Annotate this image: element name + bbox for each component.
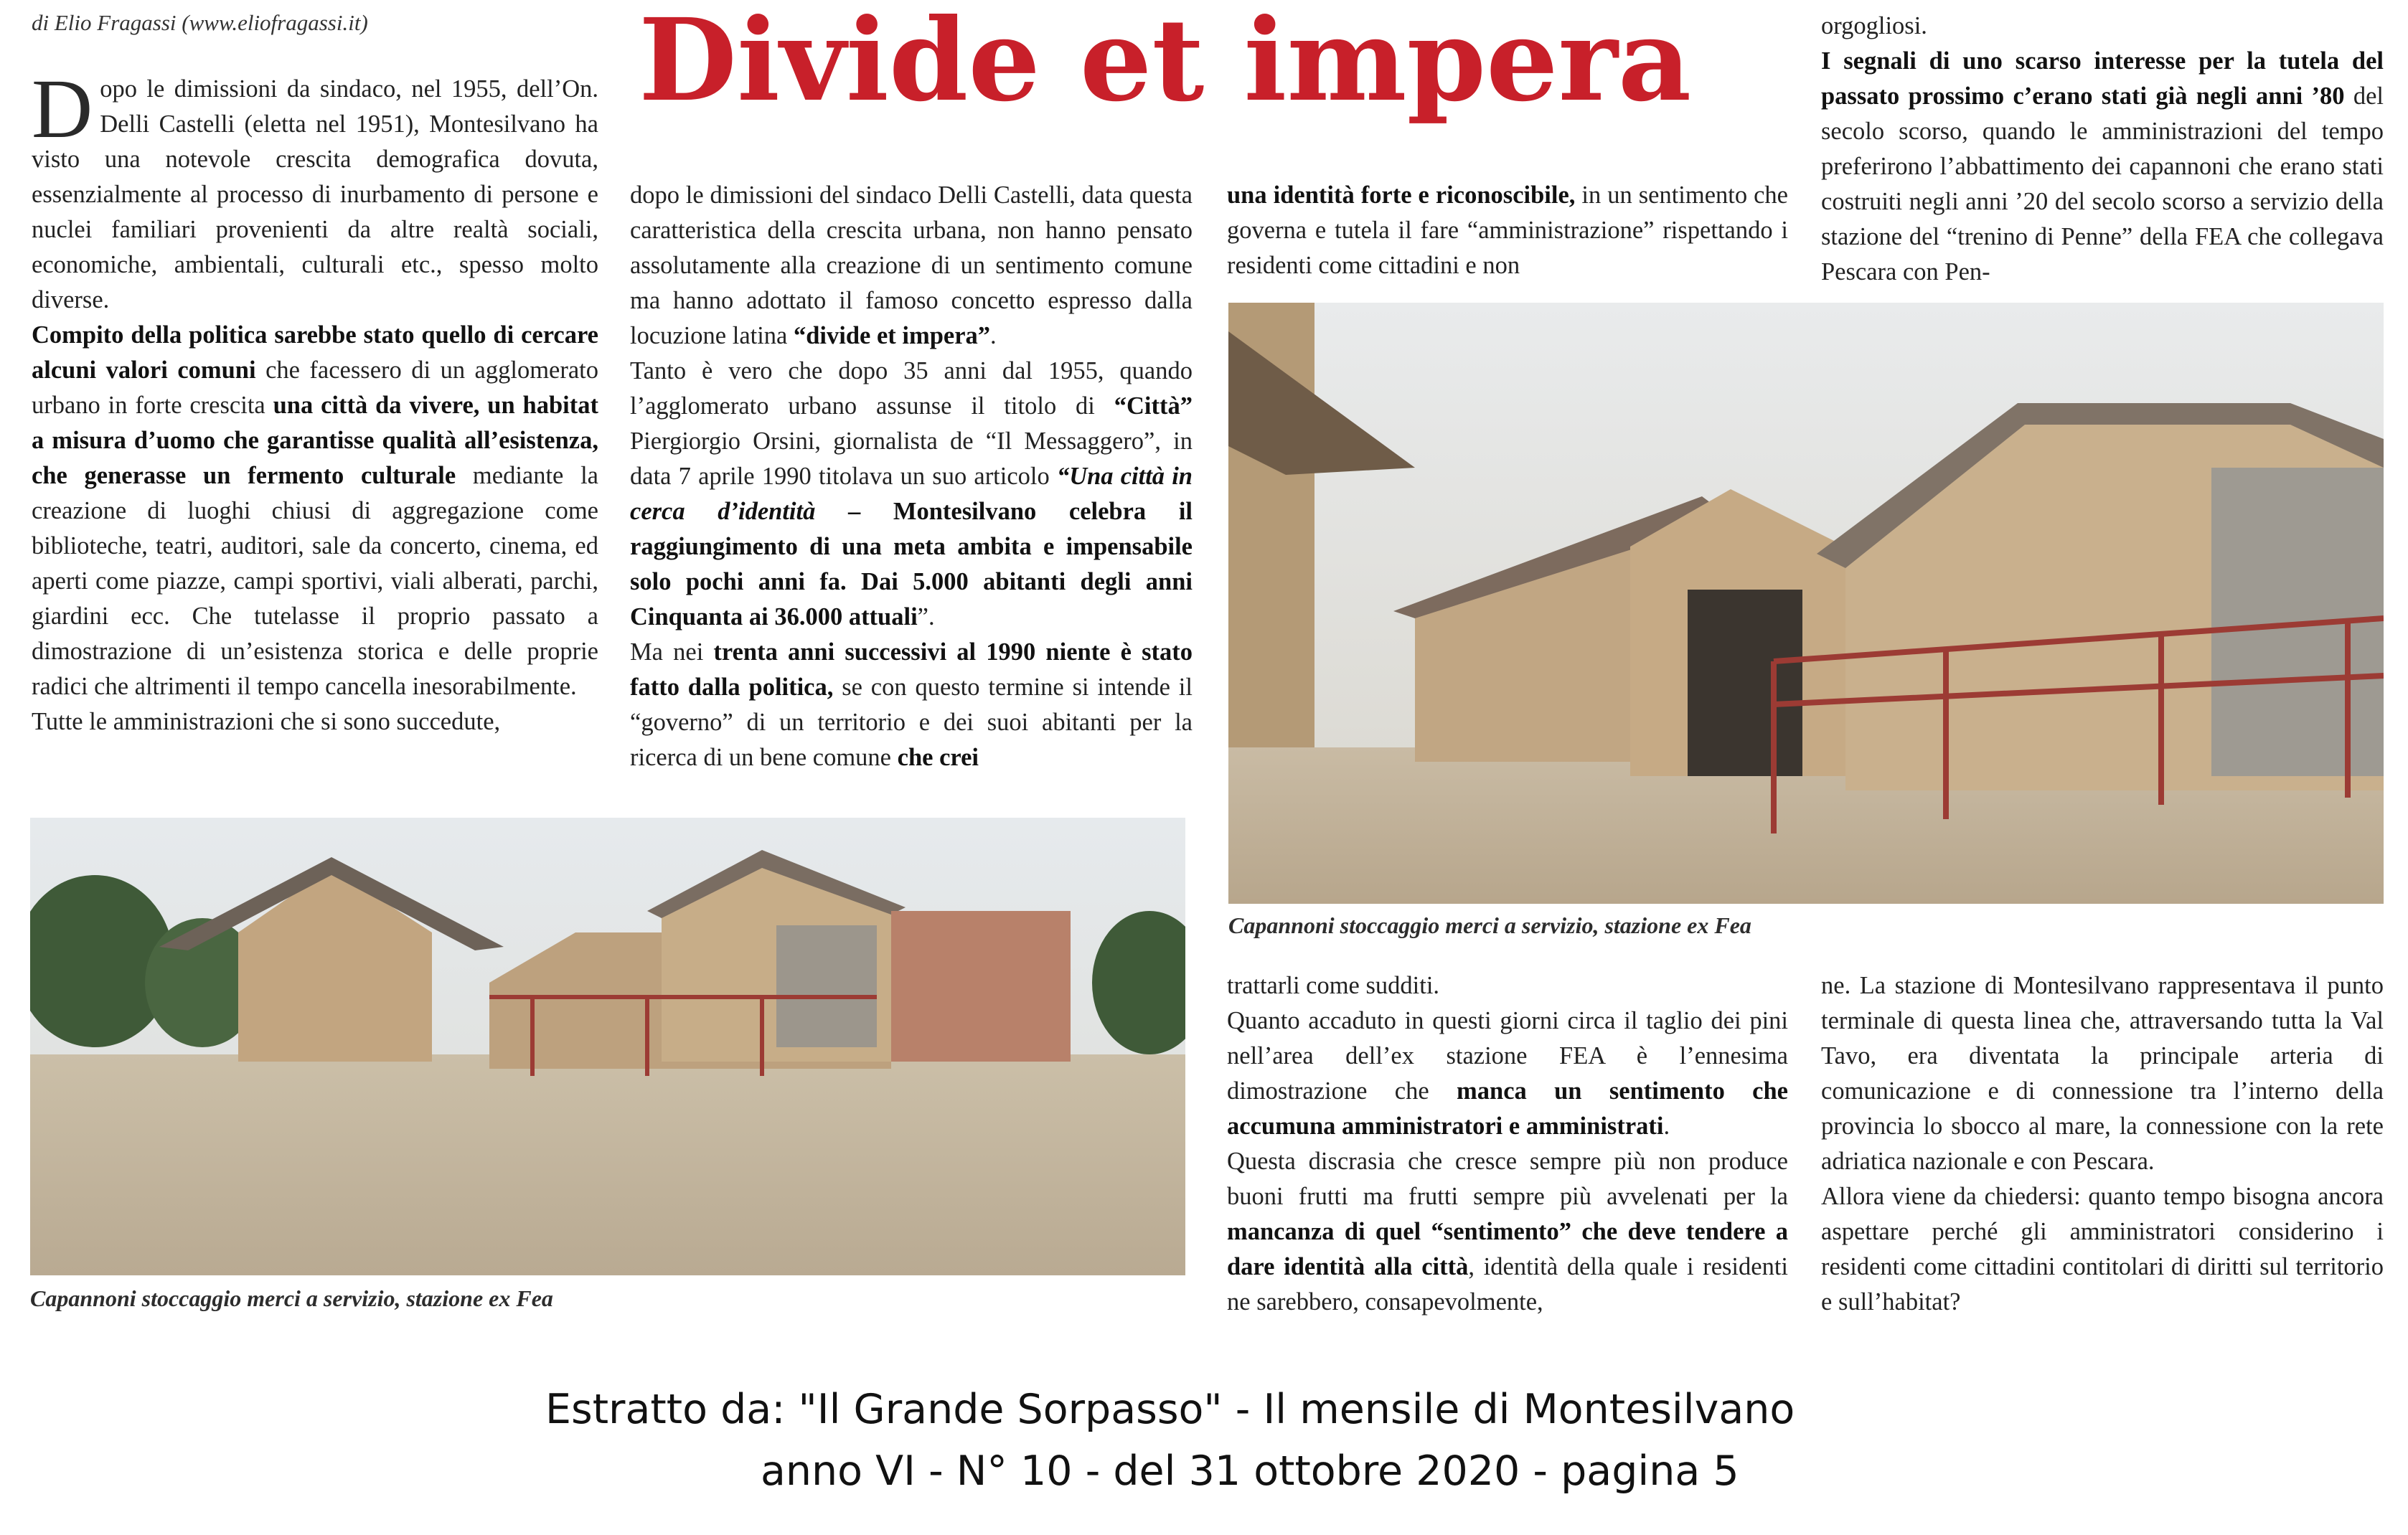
photo-right-caption: Capannoni stoccaggio merci a servizio, stazione ex Fea (1228, 912, 1751, 938)
column-3-bottom (1227, 968, 1788, 1320)
paragraph: Tanto è vero che dopo 35 anni dal 1955, quando l’agglomerato urbano assunse il titolo di “Città” Piergiorgio Orsini, giornalista de “Il Messaggero”, in data 7 aprile 1990 titolava un suo articolo “Una città in cerca d’identità – Montesilvano celebra il raggiungimento di una meta ambita e impensabile solo pochi anni fa. Dai 5.000 abitanti degli anni Cinquanta ai 36.000 attuali”. (630, 357, 1193, 630)
footer-source-line: Estratto da: "Il Grande Sorpasso" - Il mensile di Montesilvano (545, 1386, 1795, 1433)
column-4-bottom (1821, 968, 2384, 1320)
paragraph: Dopo le dimissioni da sindaco, nel 1955, dell’On. Delli Castelli (eletta nel 1951), Montesilvano ha visto una notevole crescita demografica dovuta, essenzialmente al processo di inurbamento di persone e nuclei familiari provenienti da altre realtà sociali, economiche, ambientali, culturali etc., spesso molto diverse. (32, 62, 598, 313)
paragraph: Allora viene da chiedersi: quanto tempo bisogna ancora aspettare perché gli amministratori considerino i residenti come cittadini contitolari di diritti sul territorio e sull’habitat? (1821, 1183, 2384, 1316)
drop-cap: D (32, 62, 93, 156)
photo-left-caption: Capannoni stoccaggio merci a servizio, stazione ex Fea (30, 1285, 553, 1311)
photo-warehouses-left (30, 818, 1185, 1275)
column-4-top (1821, 9, 2384, 290)
paragraph: orgogliosi. (1821, 12, 1927, 39)
paragraph: dopo le dimissioni del sindaco Delli Castelli, data questa caratteristica della crescita urbana, non hanno pensato assolutamente alla creazione di un sentimento comune ma hanno adottato il famoso concetto espresso dalla locuzione latina “divide et impera”. (630, 181, 1193, 349)
paragraph: Compito della politica sarebbe stato quello di cercare alcuni valori comuni che facessero di un agglomerato urbano in forte crescita una città da vivere, un habitat a misura d’uomo che garantisse qualità all’esistenza, che generasse un fermento culturale mediante la creazione di luoghi chiusi di aggregazione come biblioteche, teatri, auditori, sale da concerto, cinema, ed aperti come piazze, campi sportivi, viali alberati, parchi, giardini ecc. Che tutelasse il proprio passato a dimostrazione di un’esistenza storica e delle proprie radici che altrimenti il tempo cancella inesorabilmente. (32, 321, 598, 700)
paragraph: ne. La stazione di Montesilvano rappresentava il punto terminale di questa linea che, attraversando tutta la Val Tavo, era diventata la principale arteria di comunicazione e di connessione tra l’interno della provincia lo sbocco al mare, la connessione con la rete adriatica nazionale e con Pescara. (1821, 972, 2384, 1175)
column-1 (32, 62, 598, 740)
warehouse-photo-illustration (1228, 303, 2384, 904)
footer-issue-line: anno VI - N° 10 - del 31 ottobre 2020 - pagina 5 (761, 1447, 1739, 1495)
paragraph: I segnali di uno scarso interesse per la tutela del passato prossimo c’erano stati già negli anni ’80 del secolo scorso, quando le amministrazioni del tempo preferirono l’abbattimento dei capannoni che erano stati costruiti negli anni ’20 del secolo scorso a servizio della stazione del “trenino di Penne” della FEA che collegava Pescara con Pen- (1821, 47, 2384, 285)
warehouse-photo-illustration (30, 818, 1185, 1275)
paragraph: una identità forte e riconoscibile, in un sentimento che governa e tutela il fare “amministrazione” rispettando i residenti come cittadini e non (1227, 181, 1788, 279)
photo-warehouses-right (1228, 303, 2384, 904)
paragraph: Questa discrasia che cresce sempre più non produce buoni frutti ma frutti sempre più avvelenati per la mancanza di quel “sentimento” che deve tendere a dare identità alla città, identità della quale i residenti ne sarebbero, consapevolmente, (1227, 1148, 1789, 1316)
paragraph: Ma nei trenta anni successivi al 1990 niente è stato fatto dalla politica, se con questo termine si intende il “governo” di un territorio e dei suoi abitanti per la ricerca di un bene comune che crei (630, 638, 1193, 771)
article-title: Divide et impera (639, 0, 1692, 127)
paragraph: trattarli come sudditi. (1227, 972, 1440, 999)
paragraph: Quanto accaduto in questi giorni circa il taglio dei pini nell’area dell’ex stazione FEA è l’ennesima dimostrazione che manca un sentimento che accumuna amministratori e amministrati. (1227, 1007, 1788, 1140)
column-3-top (1227, 178, 1788, 283)
paragraph: Tutte le amministrazioni che si sono succedute, (32, 708, 501, 735)
byline: di Elio Fragassi (www.eliofragassi.it) (32, 10, 368, 35)
column-2 (630, 178, 1193, 775)
